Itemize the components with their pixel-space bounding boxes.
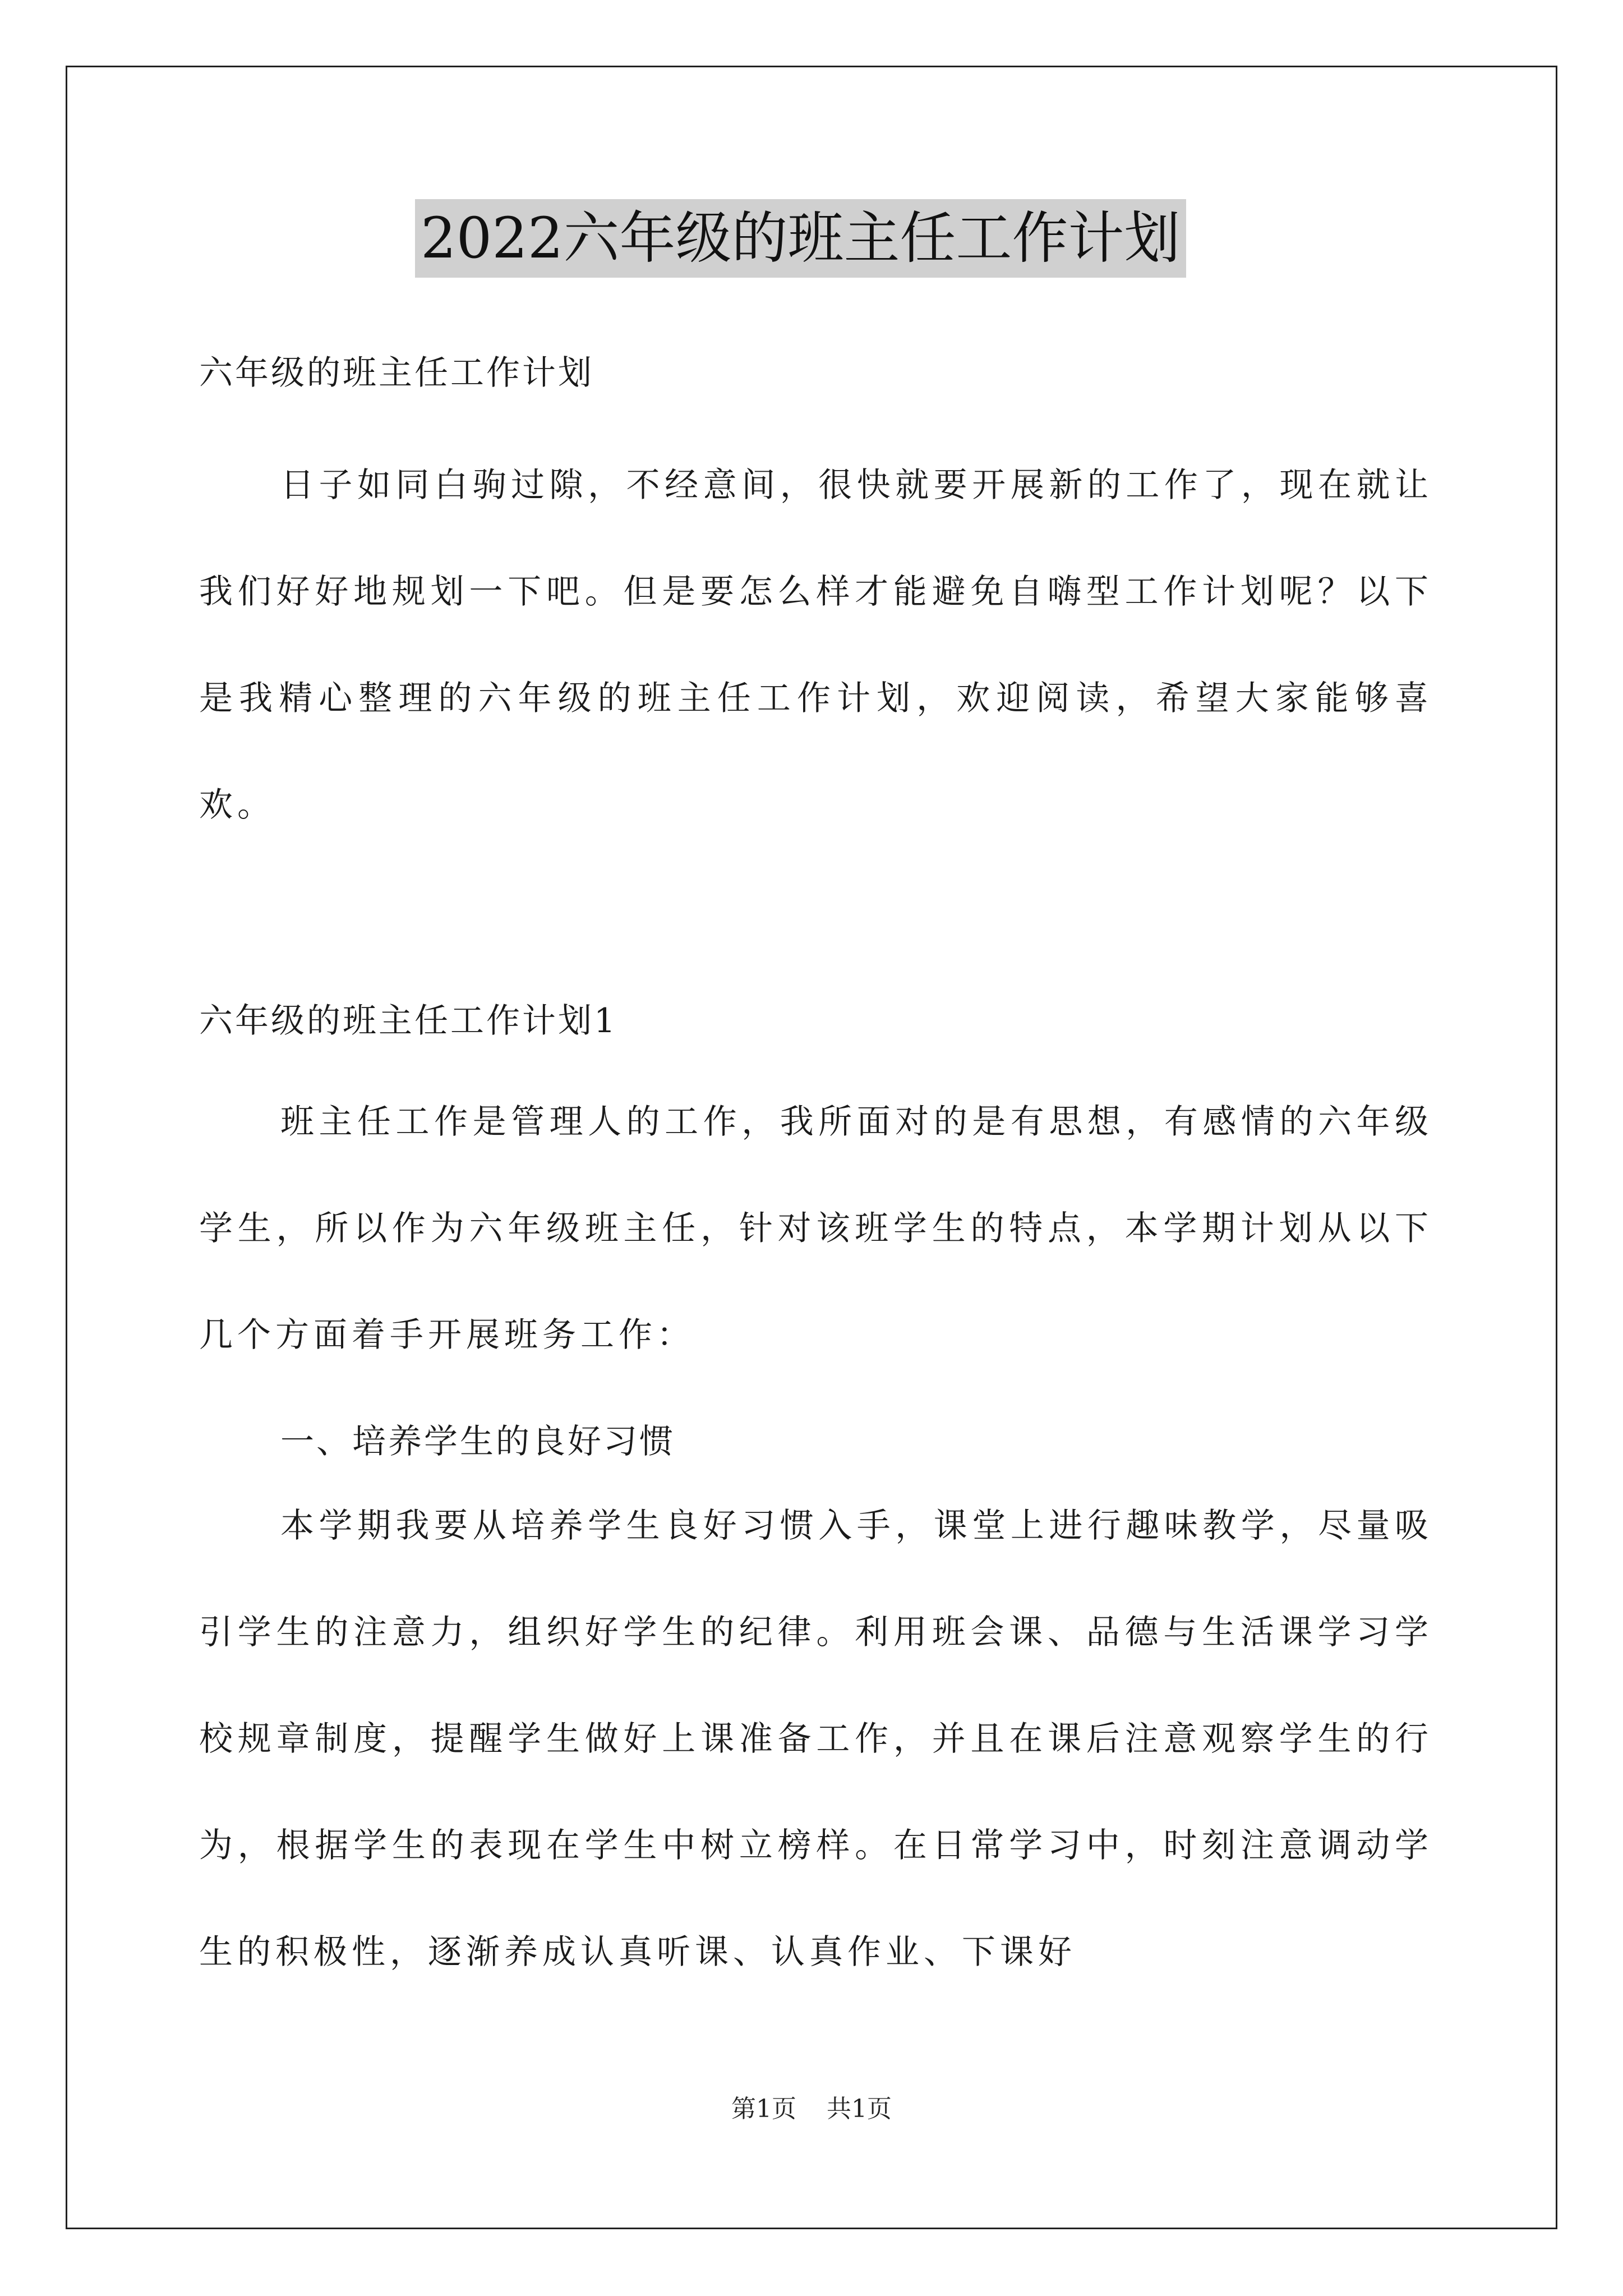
page-footer — [0, 2092, 1623, 2126]
document-title: 2022六年级的班主任工作计划 — [415, 199, 1186, 278]
intro-paragraph: 日子如同白驹过隙，不经意间，很快就要开展新的工作了，现在就让我们好好地规划一下吧。但是要怎么样才能避免自嗨型工作计划呢？以下是我精心整理的六年级的班主任工作计划，欢迎阅读，希望大家能够喜欢。 — [199, 466, 1433, 825]
page-total: 共1页 — [827, 2095, 892, 2123]
document-subtitle: 六年级的班主任工作计划 — [199, 353, 594, 393]
section-heading: 六年级的班主任工作计划1 — [199, 1001, 618, 1041]
page-number: 第1页 — [731, 2095, 796, 2123]
section-intro-paragraph: 班主任工作是管理人的工作，我所面对的是有思想，有感情的六年级学生，所以作为六年级班主任，针对该班学生的特点，本学期计划从以下几个方面着手开展班务工作： — [199, 1102, 1433, 1355]
point-body-paragraph: 本学期我要从培养学生良好习惯入手，课堂上进行趣味教学，尽量吸引学生的注意力，组织好学生的纪律。利用班会课、品德与生活课学习学校规章制度，提醒学生做好上课准备工作，并且在课后注意观察学生的行为，根据学生的表现在学生中树立榜样。在日常学习中，时刻注意调动学生的积极性，逐渐养成认真听课、认真作业、下课好 — [199, 1506, 1433, 1972]
point-heading: 一、培养学生的良好习惯 — [280, 1422, 675, 1461]
